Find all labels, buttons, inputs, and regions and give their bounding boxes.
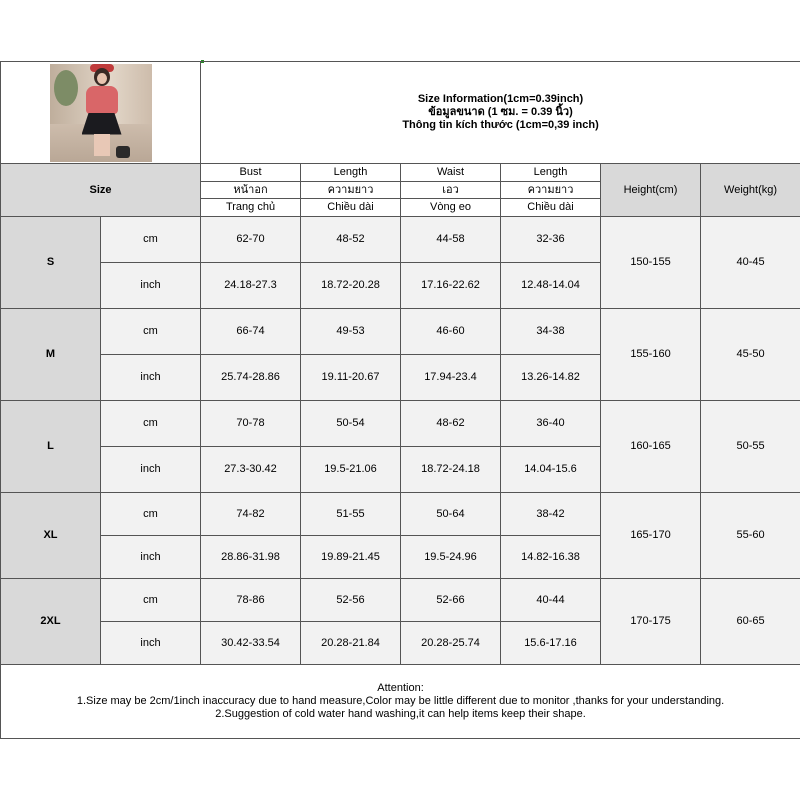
length2-cm: 32-36	[501, 217, 601, 263]
size-label-2xl: 2XL	[1, 579, 101, 665]
unit-inch: inch	[101, 447, 201, 493]
weight-range: 50-55	[701, 401, 800, 493]
col-bust-th: หน้าอก	[201, 182, 301, 199]
waist-cm: 44-58	[401, 217, 501, 263]
waist-inch: 18.72-24.18	[401, 447, 501, 493]
height-range: 160-165	[601, 401, 701, 493]
length2-inch: 14.04-15.6	[501, 447, 601, 493]
length-inch: 19.5-21.06	[301, 447, 401, 493]
col-length-vi: Chiều dài	[301, 199, 401, 217]
waist-inch: 20.28-25.74	[401, 622, 501, 665]
unit-cm: cm	[101, 493, 201, 536]
bust-cm: 70-78	[201, 401, 301, 447]
col-length-th: ความยาว	[301, 182, 401, 199]
attention-line-2: 2.Suggestion of cold water hand washing,it can help items keep their shape.	[215, 708, 586, 720]
height-header: Height(cm)	[601, 164, 701, 217]
col-length2-th: ความยาว	[501, 182, 601, 199]
table-row	[1, 493, 800, 536]
col-length2-en: Length	[501, 164, 601, 182]
unit-cm: cm	[101, 579, 201, 622]
length-cm: 51-55	[301, 493, 401, 536]
unit-inch: inch	[101, 263, 201, 309]
size-chart-table	[0, 61, 800, 739]
size-label-m: M	[1, 309, 101, 401]
size-info-title	[201, 62, 800, 164]
title-line-en: Size Information(1cm=0.39inch)	[417, 93, 584, 105]
bust-inch: 25.74-28.86	[201, 355, 301, 401]
length2-cm: 36-40	[501, 401, 601, 447]
length2-cm: 38-42	[501, 493, 601, 536]
length2-inch: 14.82-16.38	[501, 536, 601, 579]
length2-cm: 40-44	[501, 579, 601, 622]
size-label-l: L	[1, 401, 101, 493]
col-length-en: Length	[301, 164, 401, 182]
waist-inch: 17.94-23.4	[401, 355, 501, 401]
length-inch: 18.72-20.28	[301, 263, 401, 309]
bust-inch: 24.18-27.3	[201, 263, 301, 309]
waist-inch: 19.5-24.96	[401, 536, 501, 579]
col-bust-vi: Trang chủ	[201, 199, 301, 217]
bust-inch: 27.3-30.42	[201, 447, 301, 493]
waist-inch: 17.16-22.62	[401, 263, 501, 309]
col-waist-vi: Vòng eo	[401, 199, 501, 217]
bust-inch: 30.42-33.54	[201, 622, 301, 665]
table-row	[1, 309, 800, 355]
attention-line-1: 1.Size may be 2cm/1inch inaccuracy due to hand measure,Color may be little different due to monitor ,thanks for your understanding.	[76, 695, 725, 707]
unit-inch: inch	[101, 622, 201, 665]
unit-cm: cm	[101, 309, 201, 355]
length-inch: 19.89-21.45	[301, 536, 401, 579]
col-waist-th: เอว	[401, 182, 501, 199]
length2-inch: 15.6-17.16	[501, 622, 601, 665]
waist-cm: 48-62	[401, 401, 501, 447]
height-range: 150-155	[601, 217, 701, 309]
attention-note	[1, 665, 800, 739]
table-row	[1, 217, 800, 263]
waist-cm: 50-64	[401, 493, 501, 536]
col-length2-vi: Chiều dài	[501, 199, 601, 217]
height-range: 165-170	[601, 493, 701, 579]
weight-header: Weight(kg)	[701, 164, 800, 217]
col-waist-en: Waist	[401, 164, 501, 182]
length-cm: 50-54	[301, 401, 401, 447]
length2-cm: 34-38	[501, 309, 601, 355]
bust-cm: 66-74	[201, 309, 301, 355]
waist-cm: 46-60	[401, 309, 501, 355]
col-bust-en: Bust	[201, 164, 301, 182]
height-range: 155-160	[601, 309, 701, 401]
product-photo	[50, 64, 152, 162]
bust-cm: 62-70	[201, 217, 301, 263]
size-label-xl: XL	[1, 493, 101, 579]
attention-heading: Attention:	[377, 682, 424, 694]
unit-inch: inch	[101, 355, 201, 401]
bust-inch: 28.86-31.98	[201, 536, 301, 579]
title-line-vi: Thông tin kích thước (1cm=0,39 inch)	[402, 119, 599, 131]
length-inch: 19.11-20.67	[301, 355, 401, 401]
weight-range: 60-65	[701, 579, 800, 665]
weight-range: 55-60	[701, 493, 800, 579]
length2-inch: 13.26-14.82	[501, 355, 601, 401]
unit-inch: inch	[101, 536, 201, 579]
table-row	[1, 579, 800, 622]
bust-cm: 78-86	[201, 579, 301, 622]
product-photo-cell	[1, 62, 201, 164]
length-cm: 49-53	[301, 309, 401, 355]
unit-cm: cm	[101, 217, 201, 263]
weight-range: 45-50	[701, 309, 800, 401]
bust-cm: 74-82	[201, 493, 301, 536]
weight-range: 40-45	[701, 217, 800, 309]
size-header: Size	[1, 164, 201, 217]
unit-cm: cm	[101, 401, 201, 447]
size-label-s: S	[1, 217, 101, 309]
length-cm: 48-52	[301, 217, 401, 263]
length2-inch: 12.48-14.04	[501, 263, 601, 309]
waist-cm: 52-66	[401, 579, 501, 622]
title-line-th: ข้อมูลขนาด (1 ซม. = 0.39 นิ้ว)	[428, 106, 573, 118]
length-inch: 20.28-21.84	[301, 622, 401, 665]
length-cm: 52-56	[301, 579, 401, 622]
table-row	[1, 401, 800, 447]
height-range: 170-175	[601, 579, 701, 665]
